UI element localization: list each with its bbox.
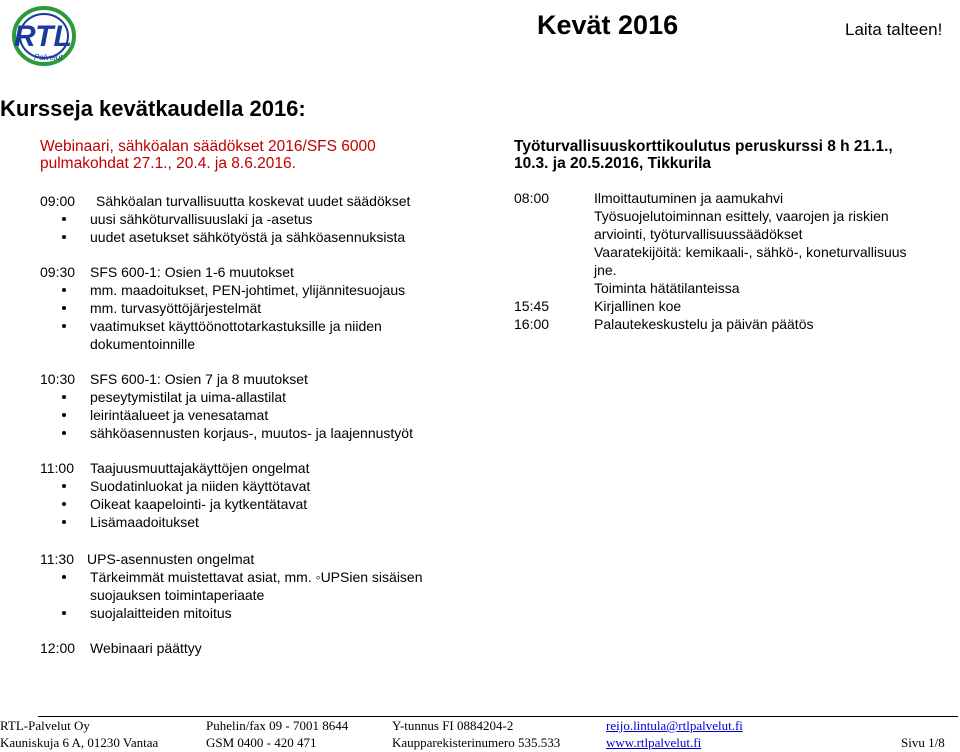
time: 11:00 [40, 460, 74, 476]
agenda-block-1100 [40, 459, 480, 531]
agenda-row: 15:45 Kirjallinen koe [514, 298, 682, 314]
list-item: sähköasennusten korjaus-, muutos- ja laajennustyöt [90, 425, 413, 441]
bullet-icon [62, 484, 66, 488]
agenda-row: jne. [594, 262, 617, 278]
agenda-topic: SFS 600-1: Osien 7 ja 8 muutokset [90, 371, 308, 387]
list-item-continuation: suojauksen toimintaperiaate [90, 587, 265, 603]
website-link[interactable]: www.rtlpalvelut.fi [606, 735, 702, 750]
footer-contact [606, 717, 743, 751]
bullet-icon [62, 395, 66, 399]
agenda-block-0930 [40, 263, 480, 353]
bullet-icon [62, 413, 66, 417]
bullet-icon [62, 306, 66, 310]
bullet-icon [62, 520, 66, 524]
bullet-icon [62, 324, 66, 328]
agenda-block-0900 [40, 192, 480, 246]
bullet-icon [62, 235, 66, 239]
list-item: mm. turvasyöttöjärjestelmät [90, 300, 262, 316]
list-item: mm. maadoitukset, PEN-johtimet, ylijännitesuojaus [90, 282, 406, 298]
bullet-icon [62, 217, 66, 221]
webinar-title: Webinaari, sähköalan säädökset 2016/SFS 6000 pulmakohdat 27.1., 20.4. ja 8.6.2016. [40, 138, 376, 172]
agenda-topic: UPS-asennusten ongelmat [87, 551, 255, 567]
list-item-continuation: dokumentoinnille [90, 336, 196, 352]
company-logo [4, 2, 82, 68]
agenda-row: Vaaratekijöitä: kemikaali-, sähkö-, koneturvallisuus [594, 244, 907, 260]
bullet-icon [62, 611, 66, 615]
time: 09:30 [40, 264, 76, 280]
list-item: Oikeat kaapelointi- ja kytkentätavat [90, 496, 308, 512]
page-title: Kevät 2016 [537, 10, 679, 40]
agenda-row: Työsuojelutoiminnan esittely, vaarojen ja riskien [594, 208, 889, 224]
list-item: peseytymistilat ja uima-allastilat [90, 389, 287, 405]
course-title: Työturvallisuuskorttikoulutus peruskurssi 8 h 21.1., 10.3. ja 20.5.2016, Tikkurila [514, 138, 893, 172]
agenda-topic: Webinaari päättyy [90, 640, 202, 656]
list-item: uusi sähköturvallisuuslaki ja -asetus [90, 211, 313, 227]
time: 10:30 [40, 371, 76, 387]
svg-text:Palvelut: Palvelut [34, 53, 63, 62]
footer-registration: Y-tunnus FI 0884204-2 Kaupparekisterinumero 535.533 [392, 718, 561, 750]
list-item: Lisämaadoitukset [90, 514, 199, 530]
agenda-row: 16:00 Palautekeskustelu ja päivän päätös [514, 316, 814, 332]
agenda-topic: SFS 600-1: Osien 1-6 muutokset [90, 264, 294, 280]
agenda-block-1200 [40, 639, 480, 657]
agenda-block-1130 [40, 550, 480, 622]
list-item: uudet asetukset sähkötyöstä ja sähköasennuksista [90, 229, 406, 245]
svg-text:RTL: RTL [14, 20, 72, 53]
list-item: vaatimukset käyttöönottotarkastuksille ja niiden [90, 318, 382, 334]
bullet-icon [62, 288, 66, 292]
email-link[interactable]: reijo.lintula@rtlpalvelut.fi [606, 718, 743, 733]
save-note: Laita talteen! [845, 20, 943, 39]
section-heading: Kursseja kevätkaudella 2016: [0, 96, 306, 121]
agenda-block-1030 [40, 370, 480, 442]
footer-phone: Puhelin/fax 09 - 7001 8644 GSM 0400 - 420 471 [206, 718, 349, 750]
list-item: suojalaitteiden mitoitus [90, 605, 232, 621]
list-item: Suodatinluokat ja niiden käyttötavat [90, 478, 311, 494]
time: 12:00 [40, 640, 76, 656]
footer-company: RTL-Palvelut Oy Kauniskuja 6 A, 01230 Vantaa [0, 718, 159, 750]
list-item: Tärkeimmät muistettavat asiat, mm. ◦UPSien sisäisen [90, 569, 423, 585]
bullet-icon [62, 575, 66, 579]
time: 11:30 [40, 551, 74, 567]
list-item: leirintäalueet ja venesatamat [90, 407, 269, 423]
bullet-icon [62, 502, 66, 506]
time: 09:00 [40, 193, 76, 209]
page-number: Sivu 1/8 [901, 735, 945, 750]
agenda-row: arviointi, työturvallisuussäädökset [594, 226, 803, 242]
agenda-topic: Taajuusmuuttajakäyttöjen ongelmat [90, 460, 310, 476]
course-agenda [514, 189, 954, 333]
agenda-row: Toiminta hätätilanteissa [594, 280, 740, 296]
agenda-topic: Sähköalan turvallisuutta koskevat uudet säädökset [96, 193, 411, 209]
bullet-icon [62, 431, 66, 435]
agenda-row: 08:00 Ilmoittautuminen ja aamukahvi [514, 190, 784, 206]
